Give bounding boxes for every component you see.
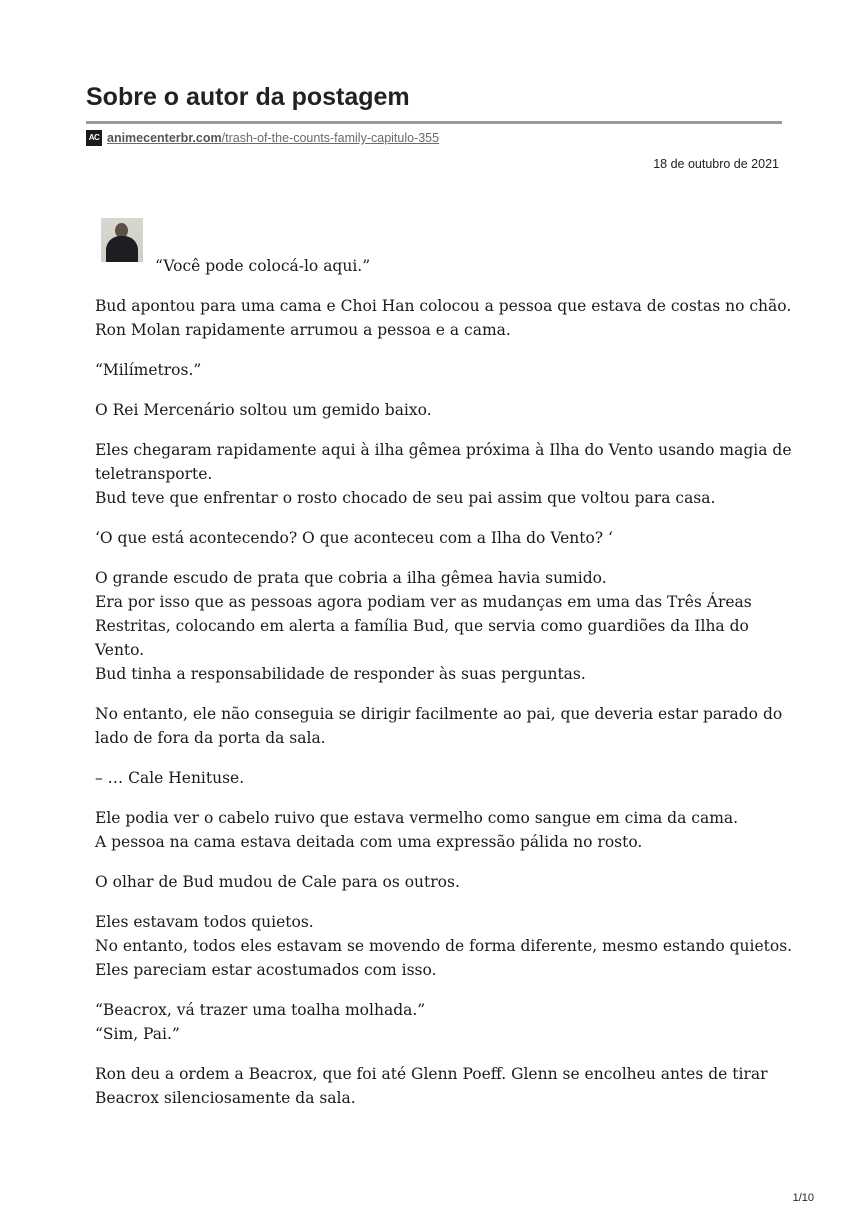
paragraph: ‘O que está acontecendo? O que aconteceu com a Ilha do Vento? ‘ (95, 529, 613, 547)
source-line (86, 129, 439, 147)
publish-date: 18 de outubro de 2021 (653, 157, 779, 171)
paragraph: “Beacrox, vá trazer uma toalha molhada.” “Sim, Pai.” (95, 1001, 426, 1043)
page-number: 1/10 (792, 1192, 814, 1204)
paragraph: Bud apontou para uma cama e Choi Han colocou a pessoa que estava de costas no chão. Ron Molan rapidamente arrumou a pessoa e a cama. (95, 297, 792, 339)
paragraph: O Rei Mercenário soltou um gemido baixo. (95, 401, 432, 419)
paragraph: Eles chegaram rapidamente aqui à ilha gêmea próxima à Ilha do Vento usando magia de teletransporte. Bud teve que enfrentar o rosto chocado de seu pai assim que voltou para casa. (95, 441, 792, 507)
paragraph: No entanto, ele não conseguia se dirigir facilmente ao pai, que deveria estar parado do lado de fora da porta da sala. (95, 705, 783, 747)
paragraph: Ele podia ver o cabelo ruivo que estava vermelho como sangue em cima da cama. A pessoa na cama estava deitada com uma expressão pálida no rosto. (95, 809, 739, 851)
paragraph: Eles estavam todos quietos. No entanto, todos eles estavam se movendo de forma diferente, mesmo estando quietos. Eles pareciam estar acostumados com isso. (95, 913, 793, 979)
page-title: Sobre o autor da postagem (86, 83, 410, 111)
paragraph: Ron deu a ordem a Beacrox, que foi até Glenn Poeff. Glenn se encolheu antes de tirar Beacrox silenciosamente da sala. (95, 1065, 768, 1107)
paragraph: O olhar de Bud mudou de Cale para os outros. (95, 873, 460, 891)
paragraph: – … Cale Henituse. (95, 769, 245, 787)
source-domain: animecenterbr.com (107, 131, 222, 145)
article-body (95, 254, 795, 1126)
site-logo-icon: AC (86, 130, 102, 146)
paragraph: O grande escudo de prata que cobria a ilha gêmea havia sumido. Era por isso que as pessoas agora podiam ver as mudanças em uma das Três Áreas Restritas, colocando em alerta a família Bud, que servia como guardiões da Ilha do Vento. Bud tinha a responsabilidade de responder às suas perguntas. (95, 569, 752, 683)
title-divider (86, 121, 782, 124)
source-path: /trash-of-the-counts-family-capitulo-355 (221, 131, 440, 145)
paragraph: “Você pode colocá-lo aqui.” (155, 257, 371, 275)
paragraph: “Milímetros.” (95, 361, 202, 379)
source-link[interactable] (107, 131, 439, 145)
